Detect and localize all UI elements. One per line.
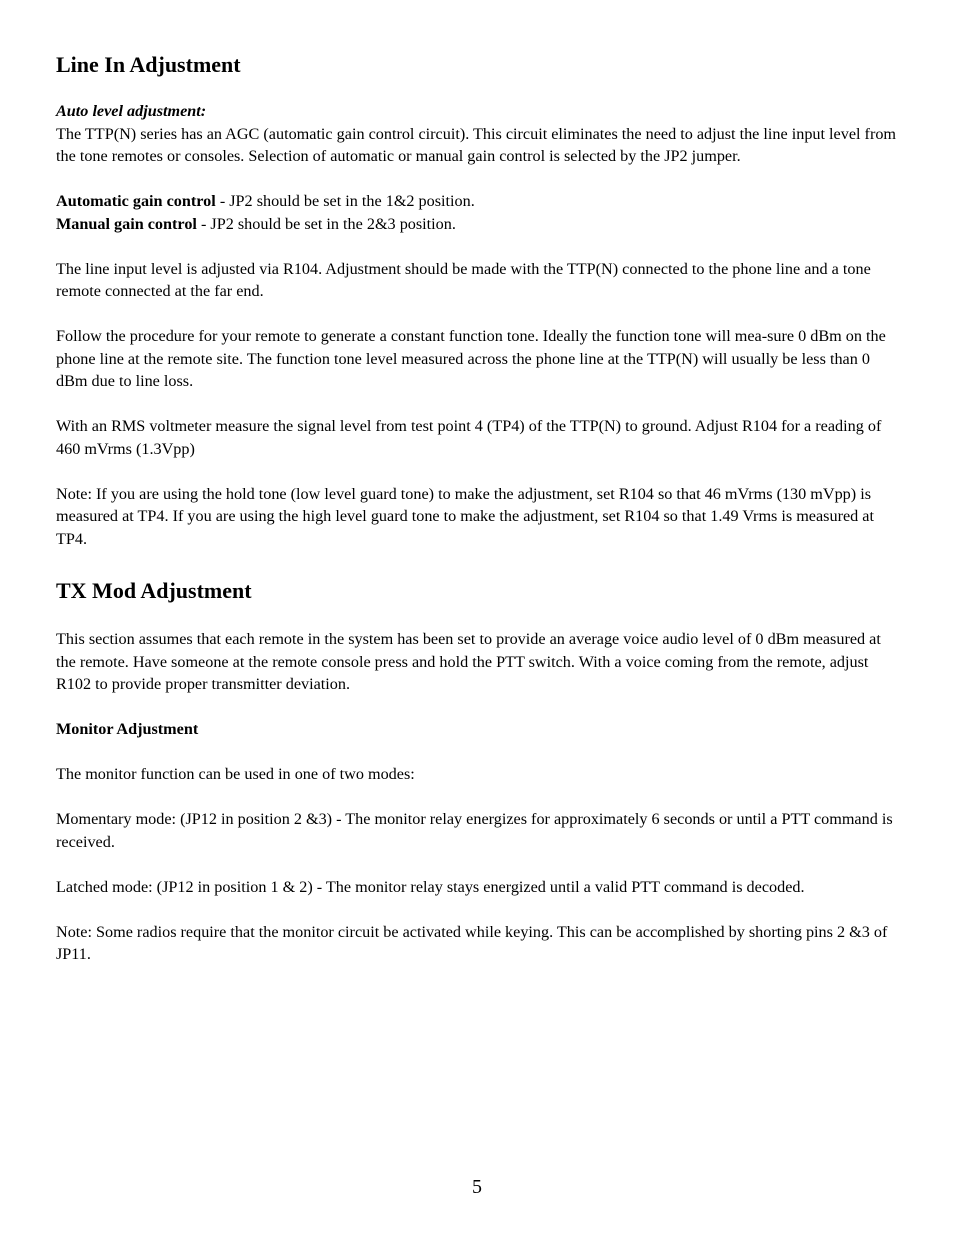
- paragraph-agc-setting: [56, 190, 901, 213]
- paragraph-monitor-note: Note: Some radios require that the monitor circuit be activated while keying. This can be accomplished by shorting pins 2 &3 of JP11.: [56, 922, 888, 963]
- paragraph-mgc-setting: [56, 213, 901, 236]
- paragraph-function-tone: Follow the procedure for your remote to generate a constant function tone. Ideally the function tone will mea-sure 0 dBm on the phone line at the remote site. The function tone level measured across the phone line at the TTP(N) will usually be less than 0 dBm due to line loss.: [56, 327, 886, 390]
- section-title-tx-mod: TX Mod Adjustment: [56, 578, 252, 603]
- spacer: [56, 393, 901, 416]
- spacer: [56, 235, 901, 258]
- spacer: [56, 606, 901, 628]
- paragraph-agc-intro: The TTP(N) series has an AGC (automatic gain control circuit). This circuit eliminates the need to adjust the line input level from the tone remotes or consoles. Selection of automatic or manual gain control is selected by the JP2 jumper.: [56, 124, 897, 165]
- paragraph-guard-tone-note: Note: If you are using the hold tone (low level guard tone) to make the adjustment, set R104 so that 46 mVrms (130 mVpp) is measured at TP4. If you are using the high level guard tone to make the adjustment, set R104 so that 1.49 Vrms is measured at TP4.: [56, 484, 874, 548]
- agc-text: - JP2 should be set in the 1&2 position.: [215, 192, 475, 210]
- spacer: [56, 741, 901, 764]
- spacer: [56, 460, 901, 483]
- paragraph-line-input: The line input level is adjusted via R104. Adjustment should be made with the TTP(N) connected to the phone line and a tone remote connected at the far end.: [56, 259, 871, 300]
- paragraph-latched-mode: Latched mode: (JP12 in position 1 & 2) - The monitor relay stays energized until a valid PTT command is decoded.: [56, 877, 805, 896]
- paragraph-tx-mod: This section assumes that each remote in the system has been set to provide an average voice audio level of 0 dBm measured at the remote. Have someone at the remote console press and hold the PTT switch. With a voice coming from the remote, adjust R102 to provide proper transmitter deviation.: [56, 630, 881, 693]
- spacer: [56, 168, 901, 191]
- spacer: [56, 303, 901, 326]
- subheading-auto-level: Auto level adjustment:: [56, 102, 207, 120]
- paragraph-momentary-mode: Momentary mode: (JP12 in position 2 &3) - The monitor relay energizes for approximately 6 seconds or until a PTT command is received.: [56, 810, 893, 851]
- page-number: 5: [472, 1176, 482, 1198]
- agc-label: Automatic gain control: [56, 192, 216, 210]
- mgc-text: - JP2 should be set in the 2&3 position.: [196, 214, 456, 233]
- spacer: [56, 550, 901, 576]
- spacer: [56, 80, 901, 100]
- spacer: [56, 898, 901, 921]
- mgc-label: Manual gain control: [56, 214, 197, 233]
- spacer: [56, 853, 901, 876]
- section-title-line-in: Line In Adjustment: [56, 52, 241, 77]
- spacer: [56, 786, 901, 809]
- spacer: [56, 696, 901, 719]
- paragraph-monitor-modes: The monitor function can be used in one of two modes:: [56, 765, 415, 783]
- document-page: [56, 50, 901, 966]
- subheading-monitor-adjustment: Monitor Adjustment: [56, 720, 199, 738]
- paragraph-rms-voltmeter: With an RMS voltmeter measure the signal level from test point 4 (TP4) of the TTP(N) to ground. Adjust R104 for a reading of 460 mVrms (1.3Vpp): [56, 417, 882, 458]
